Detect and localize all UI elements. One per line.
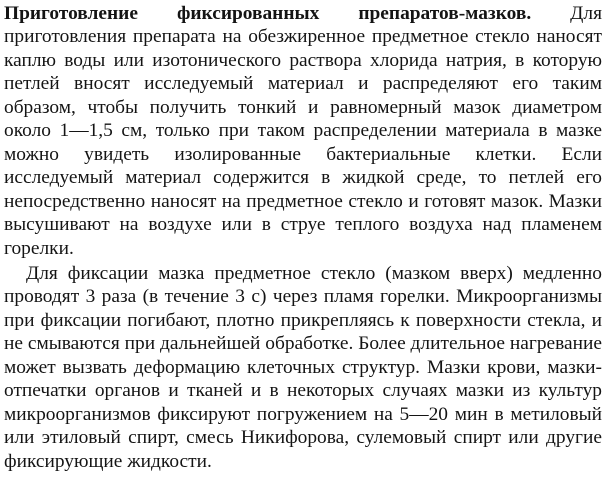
section-heading: Приготовление фиксированных препаратов-мазков. [4, 3, 532, 24]
paragraph-smear-preparation [4, 2, 602, 260]
paragraph-fixation: Для фиксации мазка предметное стекло (мазком вверх) медленно проводят 3 раза (в течение 3 с) через пламя горелки. Микроорганизмы при фиксации погибают, плотно прикрепляясь к поверхности стекла, и не смываются при дальнейшей обработке. Более длительное нагревание может вызвать деформацию клеточных структур. Мазки крови, мазки-отпечатки органов и тканей и в некоторых случаях мазки из культур микроорганизмов фиксируют погружением на 5—20 мин в метиловый или этиловый спирт, смесь Никифорова, сулемовый спирт или другие фиксирующие жидкости. [4, 262, 602, 472]
document-page [4, 2, 602, 473]
paragraph-1-text: Для приготовления препарата на обезжиренное предметное стекло наносят каплю воды или изотонического раствора хлорида натрия, в которую петлей вносят исследуемый материал и распределяют его таким образом, чтобы получить тонкий и равномерный мазок диаметром около 1—1,5 см, только при таком распределении материала в мазке можно увидеть изолированные бактериальные клетки. Если исследуемый материал содержится в жидкой среде, то петлей его непосредственно наносят на предметное стекло и готовят мазок. Мазки высушивают на воздухе или в струе теплого воздуха над пламенем горелки. [4, 3, 602, 259]
